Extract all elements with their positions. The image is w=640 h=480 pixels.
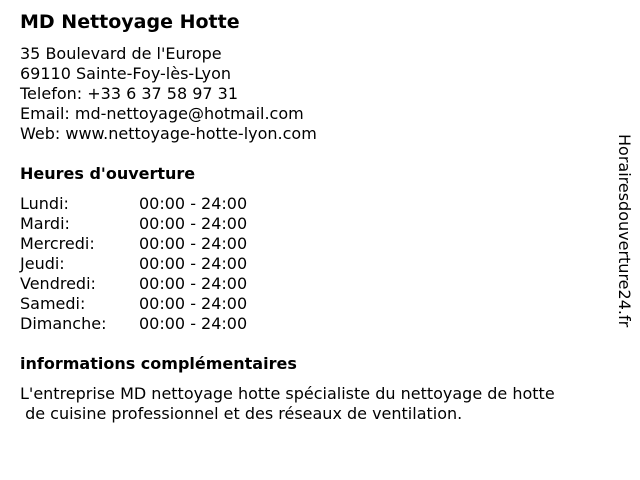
hours-time-value: 00:00 - 24:00	[139, 214, 248, 233]
description-line: L'entreprise MD nettoyage hotte spécialiste du nettoyage de hotte	[20, 384, 555, 403]
hours-day-label: Dimanche:	[20, 314, 107, 333]
hours-time-value: 00:00 - 24:00	[139, 294, 248, 313]
hours-time-value: 00:00 - 24:00	[139, 234, 248, 253]
site-watermark	[612, 134, 636, 374]
hours-day-label: Mercredi:	[20, 234, 95, 253]
business-name: MD Nettoyage Hotte	[20, 11, 240, 33]
opening-hours-heading: Heures d'ouverture	[20, 164, 196, 183]
hours-time-value: 00:00 - 24:00	[139, 194, 248, 213]
hours-day-label: Samedi:	[20, 294, 86, 313]
website-link[interactable]: Web: www.nettoyage-hotte-lyon.com	[20, 124, 317, 143]
address-city: 69110 Sainte-Foy-lès-Lyon	[20, 64, 232, 83]
hours-time-value: 00:00 - 24:00	[139, 274, 248, 293]
hours-day-label: Lundi:	[20, 194, 69, 213]
business-description	[20, 384, 610, 424]
contact-block	[20, 44, 317, 144]
hours-day-label: Vendredi:	[20, 274, 96, 293]
address-street: 35 Boulevard de l'Europe	[20, 44, 222, 63]
additional-info-heading: informations complémentaires	[20, 354, 297, 373]
hours-day-label: Jeudi:	[20, 254, 65, 273]
hours-time-value: 00:00 - 24:00	[139, 254, 248, 273]
description-line: de cuisine professionnel et des réseaux de ventilation.	[20, 404, 463, 423]
site-watermark-text: Horairesdouverture24.fr	[615, 134, 634, 328]
email-address[interactable]: Email: md-nettoyage@hotmail.com	[20, 104, 304, 123]
phone-number[interactable]: Telefon: +33 6 37 58 97 31	[20, 84, 239, 103]
hours-day-label: Mardi:	[20, 214, 70, 233]
hours-time-value: 00:00 - 24:00	[139, 314, 248, 333]
